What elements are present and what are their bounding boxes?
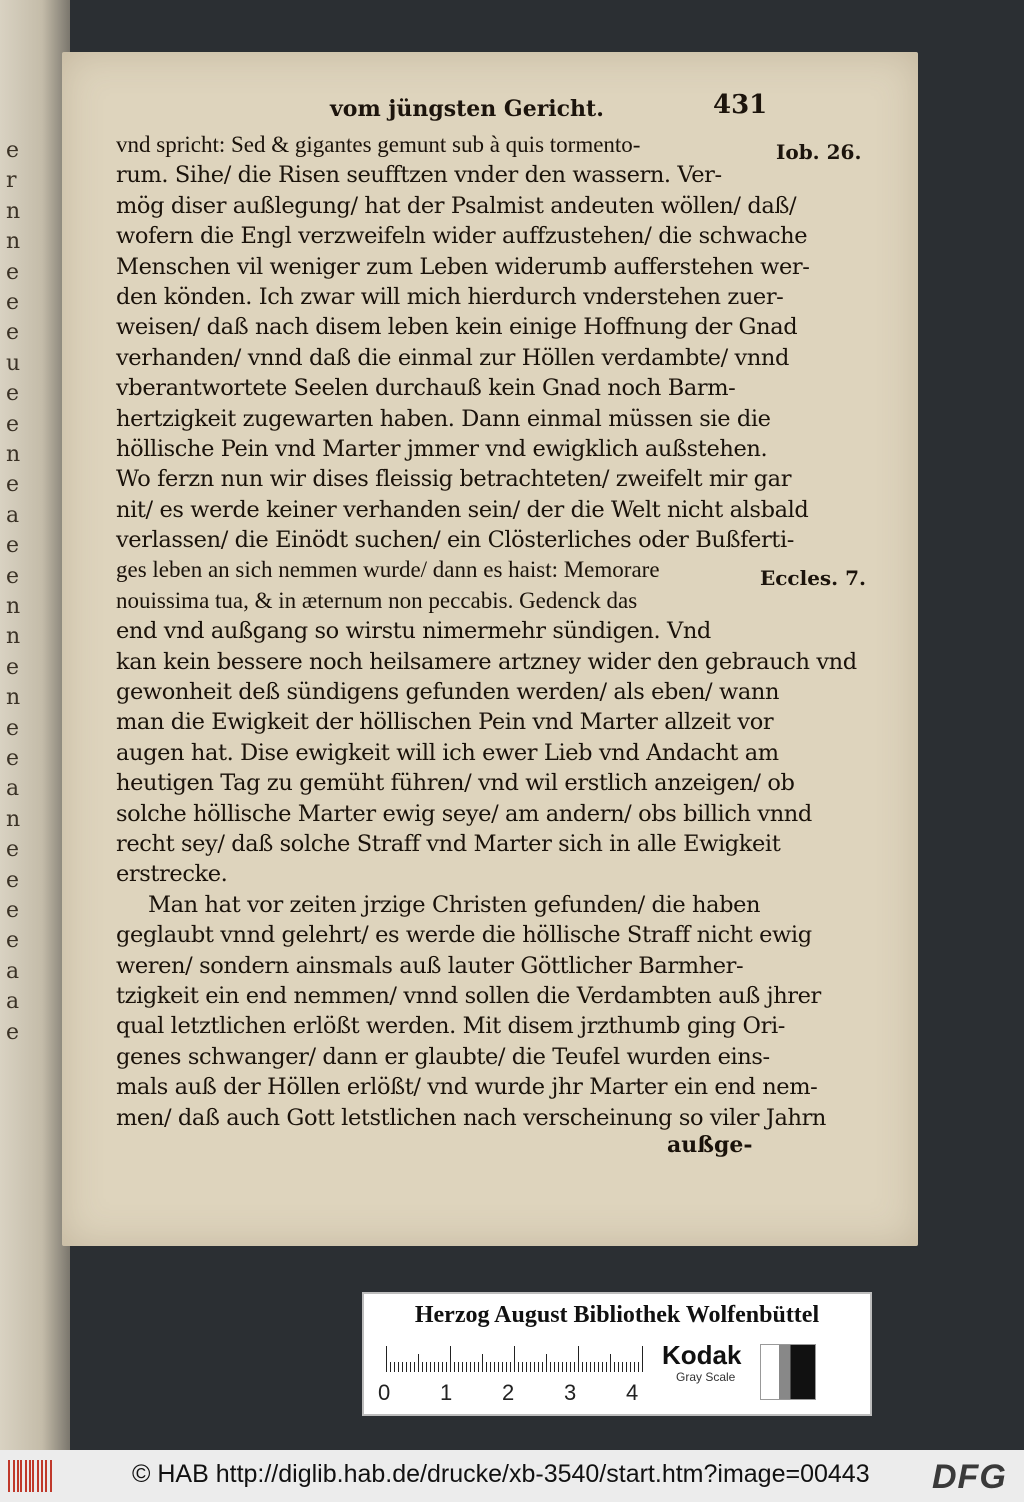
ruler-tick [510,1362,511,1372]
barcode-bar [29,1460,31,1492]
ruler-tick [474,1362,475,1372]
ruler-tick [634,1362,635,1372]
text-line: end vnd außgang so wirstu nimermehr sündigen. Vnd [116,618,711,645]
ruler-tick [430,1362,431,1372]
ruler-tick [570,1362,571,1372]
left-page-letter: e [6,320,20,346]
text-line: vberantwortete Seelen durchauß kein Gnad noch Barm- [116,375,736,402]
left-page-letter: n [6,229,21,255]
ruler-tick [546,1354,547,1372]
ruler-tick [402,1362,403,1372]
barcode-bar [13,1460,15,1492]
dfg-logo: DFG [932,1458,1007,1496]
ruler-tick [586,1362,587,1372]
footer-copyright-link[interactable]: © HAB http://diglib.hab.de/drucke/xb-3540/start.htm?image=00443 [132,1460,870,1488]
ruler-tick [442,1362,443,1372]
text-line: hertzigkeit zugewarten haben. Dann einmal müssen sie die [116,405,771,432]
text-line: men/ daß auch Gott letstlichen nach verscheinung so viler Jahrn [116,1104,827,1131]
left-page-letter: e [6,928,20,954]
left-page-letter: e [6,411,20,437]
left-page-letter: e [6,898,20,923]
ruler-tick [394,1362,395,1372]
left-page-letter: n [6,442,21,467]
calibration-plate [362,1292,872,1416]
margin-note-job: Iob. 26. [776,140,862,164]
text-line: mög diser außlegung/ hat der Psalmist andeuten wöllen/ daß/ [116,192,797,219]
barcode-bar [41,1460,43,1492]
text-line: kan kein bessere noch heilsamere artzney wider den gebrauch vnd [116,648,857,675]
ruler-tick [502,1362,503,1372]
ruler-tick [470,1362,471,1372]
left-page-letter: e [6,472,20,498]
barcode-icon [8,1460,54,1492]
ruler-tick [478,1362,479,1372]
library-name: Herzog August Bibliothek Wolfenbüttel [414,1302,820,1328]
ruler-tick [638,1362,639,1372]
ruler-tick [626,1362,627,1372]
left-page-letter: a [6,502,20,528]
ruler-tick [506,1362,507,1372]
ruler-tick [454,1362,455,1372]
barcode-bar [8,1460,10,1492]
ruler-tick [542,1362,543,1372]
ruler-number: 0 [378,1380,391,1405]
text-line: nit/ es werde keiner verhanden sein/ der die Welt nicht alsbald [116,496,809,523]
margin-note-eccles: Eccles. 7. [760,566,866,590]
ruler-tick [462,1362,463,1372]
ruler-tick [602,1362,603,1372]
left-page-letter: e [6,654,20,680]
text-line: vnd spricht: Sed & gigantes gemunt sub à quis tormento- [116,132,641,157]
ruler-tick [606,1362,607,1372]
text-line: geglaubt vnnd gelehrt/ es werde die höllische Straff nicht ewig [116,922,812,949]
ruler-tick [426,1362,427,1372]
barcode-bar [37,1460,39,1492]
ruler-tick [450,1346,451,1372]
left-page-letter: u [6,350,21,376]
ruler-number: 2 [502,1380,515,1405]
ruler-tick [578,1346,579,1372]
ruler-number: 3 [564,1380,577,1405]
text-line: Man hat vor zeiten jrzige Christen gefunden/ die haben [148,891,761,918]
left-page-letter: e [6,259,20,285]
text-line: augen hat. Dise ewigkeit will ich ewer Lieb vnd Andacht am [116,739,779,766]
text-line: wofern die Engl verzweifeln wider auffzustehen/ die schwache [116,223,808,250]
ruler-tick [562,1362,563,1372]
ruler-tick [390,1362,391,1372]
ruler-tick [630,1362,631,1372]
text-line: nouissima tua, & in æternum non peccabis. Gedenck das [116,587,638,613]
barcode-bar [20,1460,22,1492]
text-line: tzigkeit ein end nemmen/ vnnd sollen die Verdambten auß jhrer [116,982,821,1009]
ruler-tick [386,1346,387,1372]
text-line: Menschen vil weniger zum Leben widerumb aufferstehen wer- [116,253,810,280]
ruler-tick [422,1362,423,1372]
left-page-letter: r [6,168,17,194]
text-line: heutigen Tag zu gemüht führen/ vnd wil erstlich anzeigen/ ob [116,770,795,797]
ruler-tick [418,1354,419,1372]
left-page-letter: e [6,867,20,893]
ruler-tick [446,1362,447,1372]
left-page-letter: n [6,594,21,619]
left-page-letter: a [6,776,20,802]
scale-ruler [386,1346,646,1372]
left-page-letter: e [6,381,20,407]
ruler-tick [458,1362,459,1372]
ruler-tick [550,1362,551,1372]
ruler-tick [594,1362,595,1372]
text-line: den könden. Ich zwar will mich hierdurch vnderstehen zuer- [116,283,784,310]
ruler-tick [486,1362,487,1372]
page-number: 431 [713,90,768,120]
ruler-tick [494,1362,495,1372]
left-page-letter: n [6,198,21,224]
ruler-tick [498,1362,499,1372]
ruler-tick [582,1362,583,1372]
ruler-tick [410,1362,411,1372]
left-page-letter: e [6,138,20,163]
text-line: höllische Pein vnd Marter jmmer vnd ewigklich außstehen. [116,435,768,462]
text-line: gewonheit deß sündigens gefunden werden/ als eben/ wann [116,679,780,706]
left-page-letter: e [6,290,20,315]
left-page-edge [0,0,70,1450]
ruler-tick [438,1362,439,1372]
catchword: außge- [667,1132,753,1158]
ruler-tick [574,1362,575,1372]
left-page-letter: n [6,806,21,832]
text-line: verhanden/ vnnd daß die einmal zur Höllen verdambte/ vnnd [116,344,790,371]
ruler-tick [522,1362,523,1372]
kodak-logo: Kodak [662,1340,742,1370]
left-page-letter: e [6,746,20,771]
text-line: verlassen/ die Einödt suchen/ ein Clösterliches oder Bußferti- [116,527,794,554]
ruler-tick [490,1362,491,1372]
ruler-tick [610,1354,611,1372]
ruler-number: 4 [626,1380,639,1405]
barcode-bar [25,1460,27,1492]
barcode-bar [45,1460,47,1492]
ruler-tick [534,1362,535,1372]
text-line: weren/ sondern ainsmals auß lauter Göttlicher Barmher- [116,952,744,979]
ruler-tick [434,1362,435,1372]
text-line: rum. Sihe/ die Risen seufftzen vnder den wassern. Ver- [116,162,722,189]
text-line: erstrecke. [116,861,228,888]
left-page-letter: e [6,837,20,863]
text-line: recht sey/ daß solche Straff vnd Marter sich in alle Ewigkeit [116,830,781,857]
ruler-tick [554,1362,555,1372]
ruler-tick [514,1346,515,1372]
ruler-tick [622,1362,623,1372]
ruler-tick [398,1362,399,1372]
ruler-tick [466,1362,467,1372]
ruler-tick [590,1362,591,1372]
text-line: qual letztlichen erlößt werden. Mit disem jrzthumb ging Ori- [116,1013,785,1040]
gray-scale-swatch [760,1344,816,1400]
ruler-tick [566,1362,567,1372]
text-line: solche höllische Marter ewig seye/ am andern/ obs billich vnnd [116,800,812,827]
ruler-tick [526,1362,527,1372]
text-line: mals auß der Höllen erlößt/ vnd wurde jhr Marter ein end nem- [116,1074,818,1101]
barcode-bar [17,1460,19,1492]
ruler-tick [558,1362,559,1372]
ruler-tick [482,1354,483,1372]
left-page-letter: n [6,685,21,711]
text-line: Wo ferzn nun wir dises fleissig betrachteten/ zweifelt mir gar [116,466,792,493]
left-page-letter: e [6,1019,20,1045]
running-header: vom jüngsten Gericht. [330,96,604,122]
text-line: man die Ewigkeit der höllischen Pein vnd Marter allzeit vor [116,709,774,736]
barcode-bar [50,1460,52,1492]
ruler-tick [538,1362,539,1372]
barcode-bar [32,1460,34,1492]
left-page-letter: e [6,715,20,741]
ruler-tick [518,1362,519,1372]
left-page-letter: e [6,533,20,559]
left-page-letter: a [6,989,20,1015]
left-page-letter: a [6,958,20,984]
ruler-tick [530,1362,531,1372]
gray-scale-label: Gray Scale [676,1370,736,1384]
ruler-tick [618,1362,619,1372]
left-page-letter: n [6,624,21,650]
ruler-tick [614,1362,615,1372]
left-page-letter: e [6,563,20,589]
ruler-tick [414,1362,415,1372]
ruler-tick [406,1362,407,1372]
text-line: weisen/ daß nach disem leben kein einige Hoffnung der Gnad [116,314,798,341]
text-line: genes schwanger/ dann er glaubte/ die Teufel wurden eins- [116,1043,770,1070]
ruler-tick [598,1362,599,1372]
ruler-tick [642,1346,643,1372]
footer-bar [0,1450,1024,1502]
text-line: ges leben an sich nemmen wurde/ dann es haist: Memorare [116,557,660,583]
ruler-number: 1 [440,1380,453,1405]
